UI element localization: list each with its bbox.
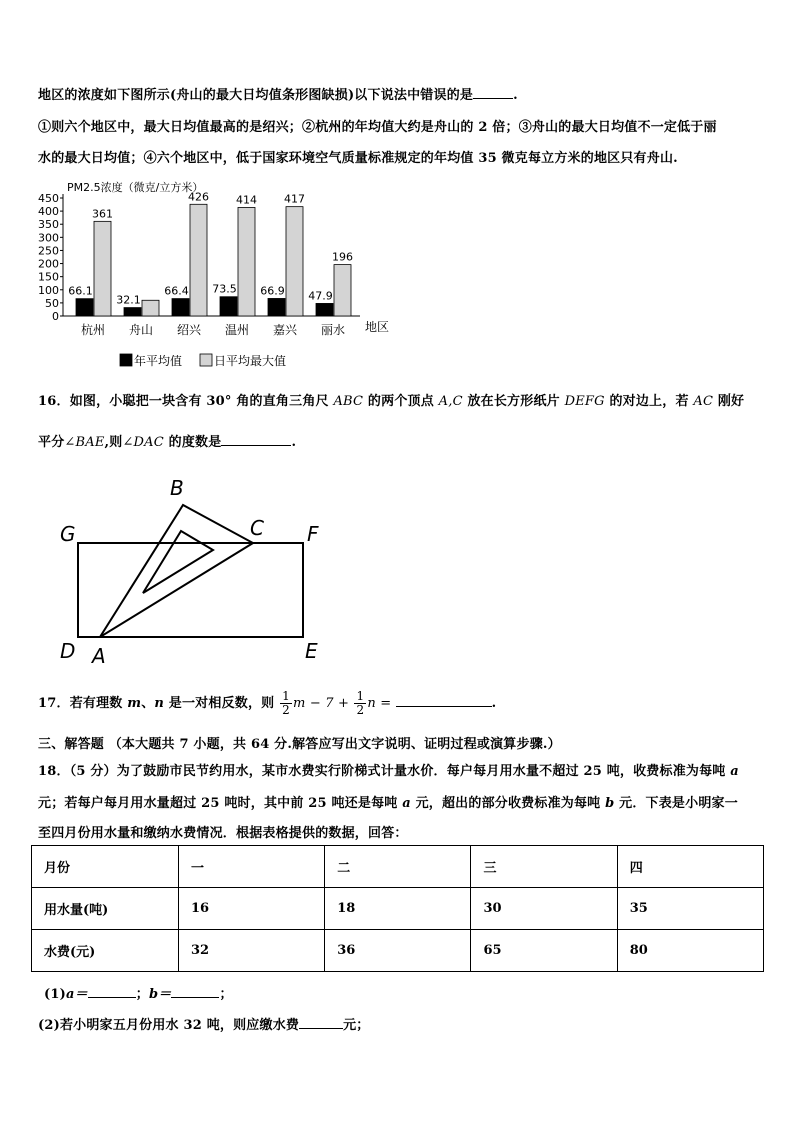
bar — [190, 204, 207, 316]
bar — [94, 221, 111, 316]
bar — [286, 207, 303, 316]
table-cell: 一 — [178, 846, 324, 888]
water-usage-table — [31, 845, 764, 972]
y-tick-label: 0 — [52, 310, 59, 323]
fraction-half: $\frac{1}{2}$ — [282, 689, 290, 717]
geometry-figure — [55, 475, 355, 675]
data-label: 417 — [284, 192, 305, 206]
x-axis-label: 地区 — [365, 320, 390, 334]
q17-line: 17．若有理数 m、n 是一对相反数，则 $\frac{1}{2}$ m − 7 + $\frac{1}{2}$ n = . — [38, 689, 497, 717]
answer-blank[interactable] — [473, 98, 513, 99]
x-category-label: 温州 — [224, 323, 250, 337]
x-category-label: 丽水 — [320, 323, 346, 337]
data-label: 66.1 — [68, 284, 93, 298]
table-cell: 月份 — [32, 846, 179, 888]
rectangle-defg — [78, 543, 303, 637]
data-label: 47.9 — [308, 289, 333, 303]
bars — [68, 190, 353, 316]
inner-triangle — [143, 531, 213, 593]
pm25-bar-chart — [30, 176, 450, 376]
bar — [220, 297, 237, 316]
y-tick-label: 300 — [38, 231, 59, 245]
y-tick-label: 400 — [38, 205, 59, 219]
y-tick-label: 350 — [38, 218, 59, 232]
q15-line2: ①则六个地区中，最大日均值最高的是绍兴；②杭州的年均值大约是舟山的 2 倍；③舟山的最大日均值不一定低于丽 — [38, 120, 717, 135]
q15-line3: 水的最大日均值；④六个地区中，低于国家环境空气质量标准规定的年均值 35 微克每立方米的地区只有舟山. — [38, 151, 678, 166]
q18-sub1: (1)a＝ ；b＝ ； — [44, 987, 233, 1002]
answer-blank[interactable] — [221, 445, 291, 446]
data-label: 361 — [92, 207, 113, 221]
q18-line1: 18．（5 分）为了鼓励市民节约用水，某市水费实行阶梯式计量水价．每户每月用水量不超过 25 吨，收费标准为每吨 a — [38, 764, 739, 779]
table-row — [32, 846, 764, 888]
data-label: 66.4 — [164, 284, 189, 298]
table-cell: 35 — [617, 888, 763, 930]
x-category-label: 绍兴 — [176, 323, 202, 337]
label-g: G — [60, 522, 76, 546]
answer-blank[interactable] — [299, 1028, 343, 1029]
label-c: C — [250, 516, 264, 540]
bar — [268, 298, 285, 316]
table-row — [32, 930, 764, 972]
table-cell: 32 — [178, 930, 324, 972]
q16-line2: 平分∠BAE,则∠DAC 的度数是 . — [38, 435, 297, 450]
y-tick-label: 200 — [38, 257, 59, 271]
y-tick-label: 450 — [38, 192, 59, 205]
x-category-labels — [81, 322, 345, 337]
data-label: 73.5 — [212, 282, 237, 296]
table-row — [32, 888, 764, 930]
x-category-label: 杭州 — [80, 323, 106, 337]
data-label: 426 — [188, 190, 209, 204]
data-label: 32.1 — [116, 293, 141, 307]
q15-line1: 地区的浓度如下图所示(舟山的最大日均值条形图缺损)以下说法中错误的是 . — [38, 88, 518, 103]
table-cell: 二 — [325, 846, 471, 888]
answer-blank[interactable] — [396, 706, 492, 707]
bar — [316, 303, 333, 316]
bar — [76, 299, 93, 316]
q16-line1: 16．如图，小聪把一块含有 30° 角的直角三角尺 ABC 的两个顶点 A,C 放在长方形纸片 DEFG 的对边上，若 AC 刚好 — [38, 394, 745, 409]
table-cell: 三 — [471, 846, 617, 888]
label-e: E — [305, 639, 318, 663]
triangle-abc — [100, 505, 253, 637]
bar — [238, 207, 255, 316]
table-cell: 36 — [325, 930, 471, 972]
y-tick-label: 250 — [38, 244, 59, 258]
table-cell: 65 — [471, 930, 617, 972]
y-axis-label: PM2.5浓度（微克/立方米） — [67, 181, 204, 194]
q18-line3: 至四月份用水量和缴纳水费情况．根据表格提供的数据，回答： — [38, 826, 408, 841]
y-tick-label: 50 — [45, 296, 59, 310]
table-cell: 四 — [617, 846, 763, 888]
label-a: A — [92, 644, 106, 668]
answer-blank-a[interactable] — [88, 997, 136, 998]
label-d: D — [60, 639, 76, 663]
bar — [334, 265, 351, 316]
table-cell: 水费(元) — [32, 930, 179, 972]
y-tick-label: 100 — [38, 283, 59, 297]
label-b: B — [170, 476, 184, 500]
legend-label: 日平均最大值 — [214, 354, 287, 368]
label-f: F — [307, 522, 319, 546]
q15-text: 地区的浓度如下图所示(舟山的最大日均值条形图缺损)以下说法中错误的是 — [38, 88, 474, 103]
q18-sub2: (2)若小明家五月份用水 32 吨，则应缴水费 元； — [38, 1018, 370, 1033]
table-cell: 18 — [325, 888, 471, 930]
q18-line2: 元；若每户每月用水量超过 25 吨时，其中前 25 吨还是每吨 a 元，超出的部分收费标准为每吨 b 元．下表是小明家一 — [38, 796, 738, 811]
answer-blank-b[interactable] — [171, 997, 219, 998]
table-cell: 80 — [617, 930, 763, 972]
bar — [142, 300, 159, 316]
legend-swatch — [120, 354, 132, 366]
legend-swatch — [200, 354, 212, 366]
y-ticks — [38, 192, 63, 323]
table-cell: 16 — [178, 888, 324, 930]
table-cell: 用水量(吨) — [32, 888, 179, 930]
fraction-half: $\frac{1}{2}$ — [356, 689, 365, 717]
x-category-label: 舟山 — [128, 323, 154, 337]
legend-label: 年平均值 — [134, 354, 183, 368]
y-tick-label: 150 — [38, 270, 59, 284]
bar — [124, 308, 141, 316]
x-category-label: 嘉兴 — [272, 323, 298, 337]
data-label: 196 — [332, 250, 353, 264]
table-cell: 30 — [471, 888, 617, 930]
section-3-heading: 三、解答题 （本大题共 7 小题，共 64 分.解答应写出文字说明、证明过程或演算步骤.） — [38, 737, 561, 752]
data-label: 414 — [236, 193, 257, 207]
data-label: 66.9 — [260, 284, 285, 298]
chart-legend — [120, 353, 286, 368]
bar — [172, 299, 189, 316]
